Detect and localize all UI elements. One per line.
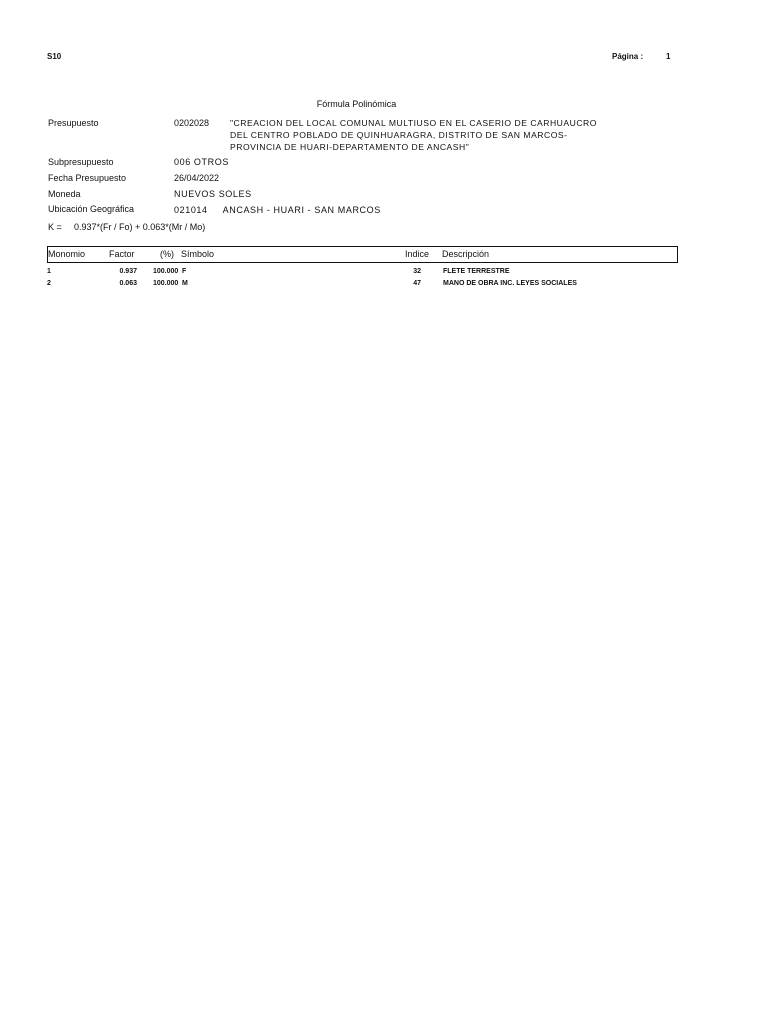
table-row xyxy=(47,268,678,279)
currency-value: NUEVOS SOLES xyxy=(174,189,252,199)
table-header xyxy=(47,246,678,263)
column-header-simbolo: Símbolo xyxy=(181,249,215,259)
column-header-factor: Factor xyxy=(109,249,135,259)
column-header-monomio: Monomio xyxy=(48,249,86,259)
report-code: S10 xyxy=(47,52,62,61)
subbudget-label: Subpresupuesto xyxy=(48,157,114,167)
budget-description: "CREACION DEL LOCAL COMUNAL MULTIUSO EN EL CASERIO DE CARHUAUCRO DEL CENTRO POBLADO DE QUINHUARAGRA, DISTRITO DE SAN MARCOS-PROVINCIA DE HUARI-DEPARTAMENTO DE ANCASH" xyxy=(230,118,597,152)
cell-descripcion: FLETE TERRESTRE xyxy=(443,268,510,275)
cell-factor: 0.937 xyxy=(119,268,137,275)
column-header-percent: (%) xyxy=(160,249,174,259)
cell-monomio: 2 xyxy=(47,280,51,287)
subbudget-value: 006 OTROS xyxy=(174,157,229,167)
location-value: 021014 ANCASH - HUARI - SAN MARCOS xyxy=(174,205,381,215)
formula-expression: 0.937*(Fr / Fo) + 0.063*(Mr / Mo) xyxy=(74,222,206,232)
currency-label: Moneda xyxy=(48,189,81,199)
column-header-descripcion: Descripción xyxy=(442,249,490,259)
formula-k-label: K = xyxy=(48,222,62,232)
cell-descripcion: MANO DE OBRA INC. LEYES SOCIALES xyxy=(443,280,577,287)
page-number: 1 xyxy=(666,52,671,61)
cell-percent: 100.000 xyxy=(153,280,179,287)
budget-code: 0202028 xyxy=(174,118,210,128)
cell-indice: 32 xyxy=(413,268,421,275)
column-header-indice: Indice xyxy=(405,249,430,259)
budget-date-value: 26/04/2022 xyxy=(174,173,220,183)
cell-percent: 100.000 xyxy=(153,268,179,275)
budget-date-label: Fecha Presupuesto xyxy=(48,173,127,183)
document-title: Fórmula Polinómica xyxy=(316,99,397,109)
table-row xyxy=(47,280,678,291)
cell-simbolo: M xyxy=(182,280,188,287)
cell-indice: 47 xyxy=(413,280,421,287)
budget-label: Presupuesto xyxy=(48,118,99,128)
page-label: Página : xyxy=(612,52,644,61)
cell-factor: 0.063 xyxy=(119,280,137,287)
cell-simbolo: F xyxy=(182,268,187,275)
cell-monomio: 1 xyxy=(47,268,51,275)
location-label: Ubicación Geográfica xyxy=(48,204,135,214)
